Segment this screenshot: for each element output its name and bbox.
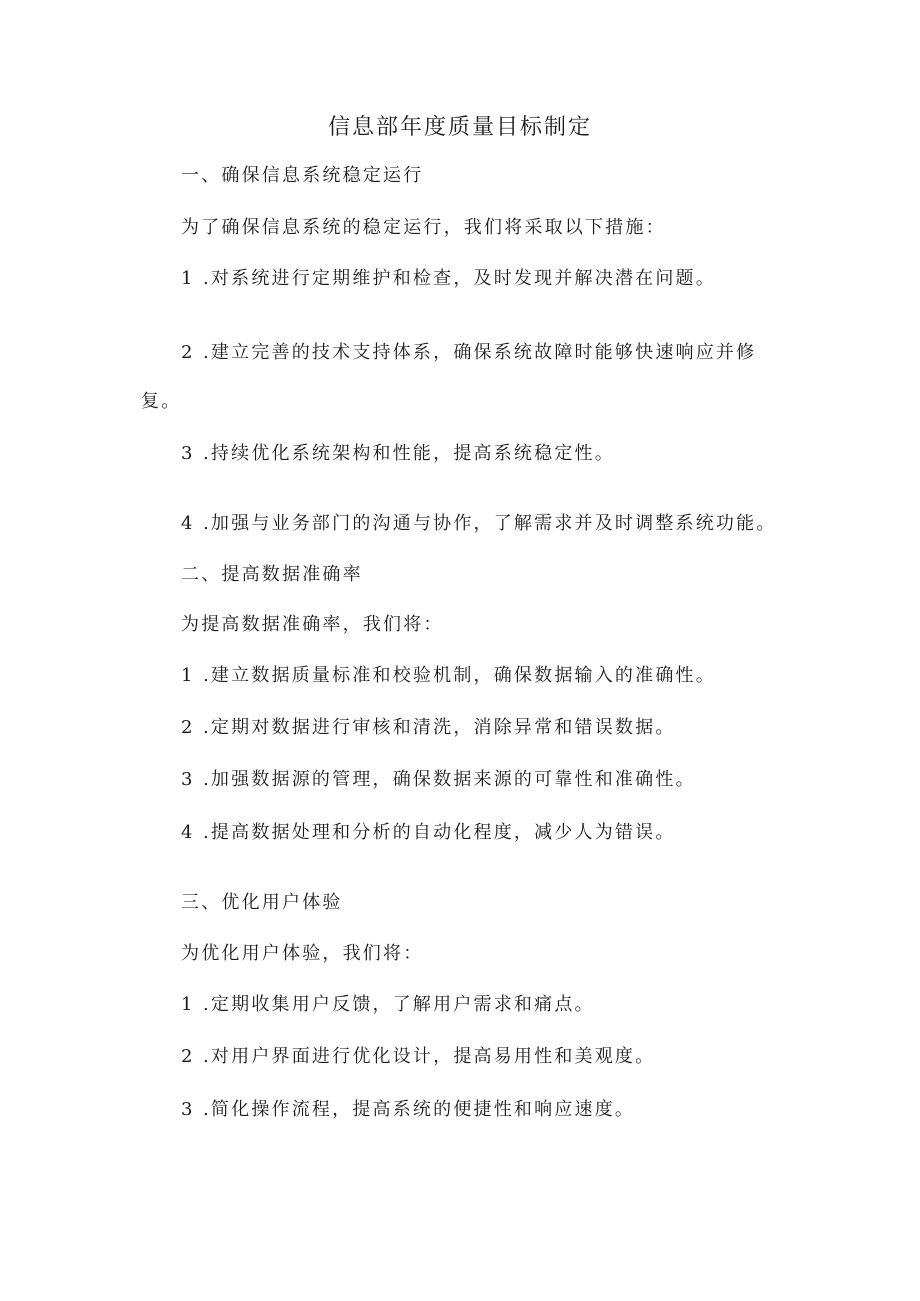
list-item-number: 2: [181, 717, 193, 738]
list-item: [181, 820, 676, 846]
list-item: [181, 715, 676, 741]
list-item-text: .对用户界面进行优化设计，提高易用性和美观度。: [203, 1046, 656, 1067]
list-item-number: 3: [181, 443, 193, 464]
list-item: [181, 441, 615, 467]
list-item: [181, 1044, 655, 1070]
section-heading: 一、确保信息系统稳定运行: [181, 165, 424, 186]
list-item-text: .定期对数据进行审核和清洗，消除异常和错误数据。: [203, 717, 676, 738]
list-item: [181, 511, 777, 537]
list-item-number: 2: [181, 342, 193, 363]
list-item-text: .持续优化系统架构和性能，提高系统稳定性。: [203, 443, 615, 464]
list-item-text: .建立完善的技术支持体系，确保系统故障时能够快速响应并修: [203, 342, 757, 363]
list-item-text: .提高数据处理和分析的自动化程度，减少人为错误。: [203, 822, 676, 843]
section-intro: 为提高数据准确率，我们将：: [181, 614, 444, 635]
list-item-number: 2: [181, 1046, 193, 1067]
list-item-text: .对系统进行定期维护和检查，及时发现并解决潜在问题。: [203, 268, 716, 289]
document-title: 信息部年度质量目标制定: [327, 115, 592, 140]
list-item-continuation: 复。: [141, 391, 182, 412]
list-item-number: 4: [181, 513, 193, 534]
list-item-number: 1: [181, 268, 193, 289]
section-intro: 为优化用户体验，我们将：: [181, 943, 424, 964]
list-item-text: .加强数据源的管理，确保数据来源的可靠性和准确性。: [203, 769, 696, 790]
list-item: [181, 767, 696, 793]
list-item-number: 1: [181, 665, 193, 686]
list-item: [181, 340, 756, 366]
list-item: [181, 663, 716, 689]
list-item-text: .定期收集用户反馈，了解用户需求和痛点。: [203, 994, 595, 1015]
list-item: [181, 266, 716, 292]
list-item-text: .建立数据质量标准和校验机制，确保数据输入的准确性。: [203, 665, 716, 686]
list-item: [181, 1097, 635, 1123]
section-intro: 为了确保信息系统的稳定运行，我们将采取以下措施：: [181, 217, 666, 238]
list-item-text: .简化操作流程，提高系统的便捷性和响应速度。: [203, 1099, 636, 1120]
list-item-number: 4: [181, 822, 193, 843]
list-item-number: 1: [181, 994, 193, 1015]
section-heading: 二、提高数据准确率: [181, 564, 363, 585]
list-item-text: .加强与业务部门的沟通与协作，了解需求并及时调整系统功能。: [203, 513, 777, 534]
section-heading: 三、优化用户体验: [181, 892, 343, 913]
list-item-number: 3: [181, 1099, 193, 1120]
list-item-number: 3: [181, 769, 193, 790]
list-item: [181, 992, 595, 1018]
